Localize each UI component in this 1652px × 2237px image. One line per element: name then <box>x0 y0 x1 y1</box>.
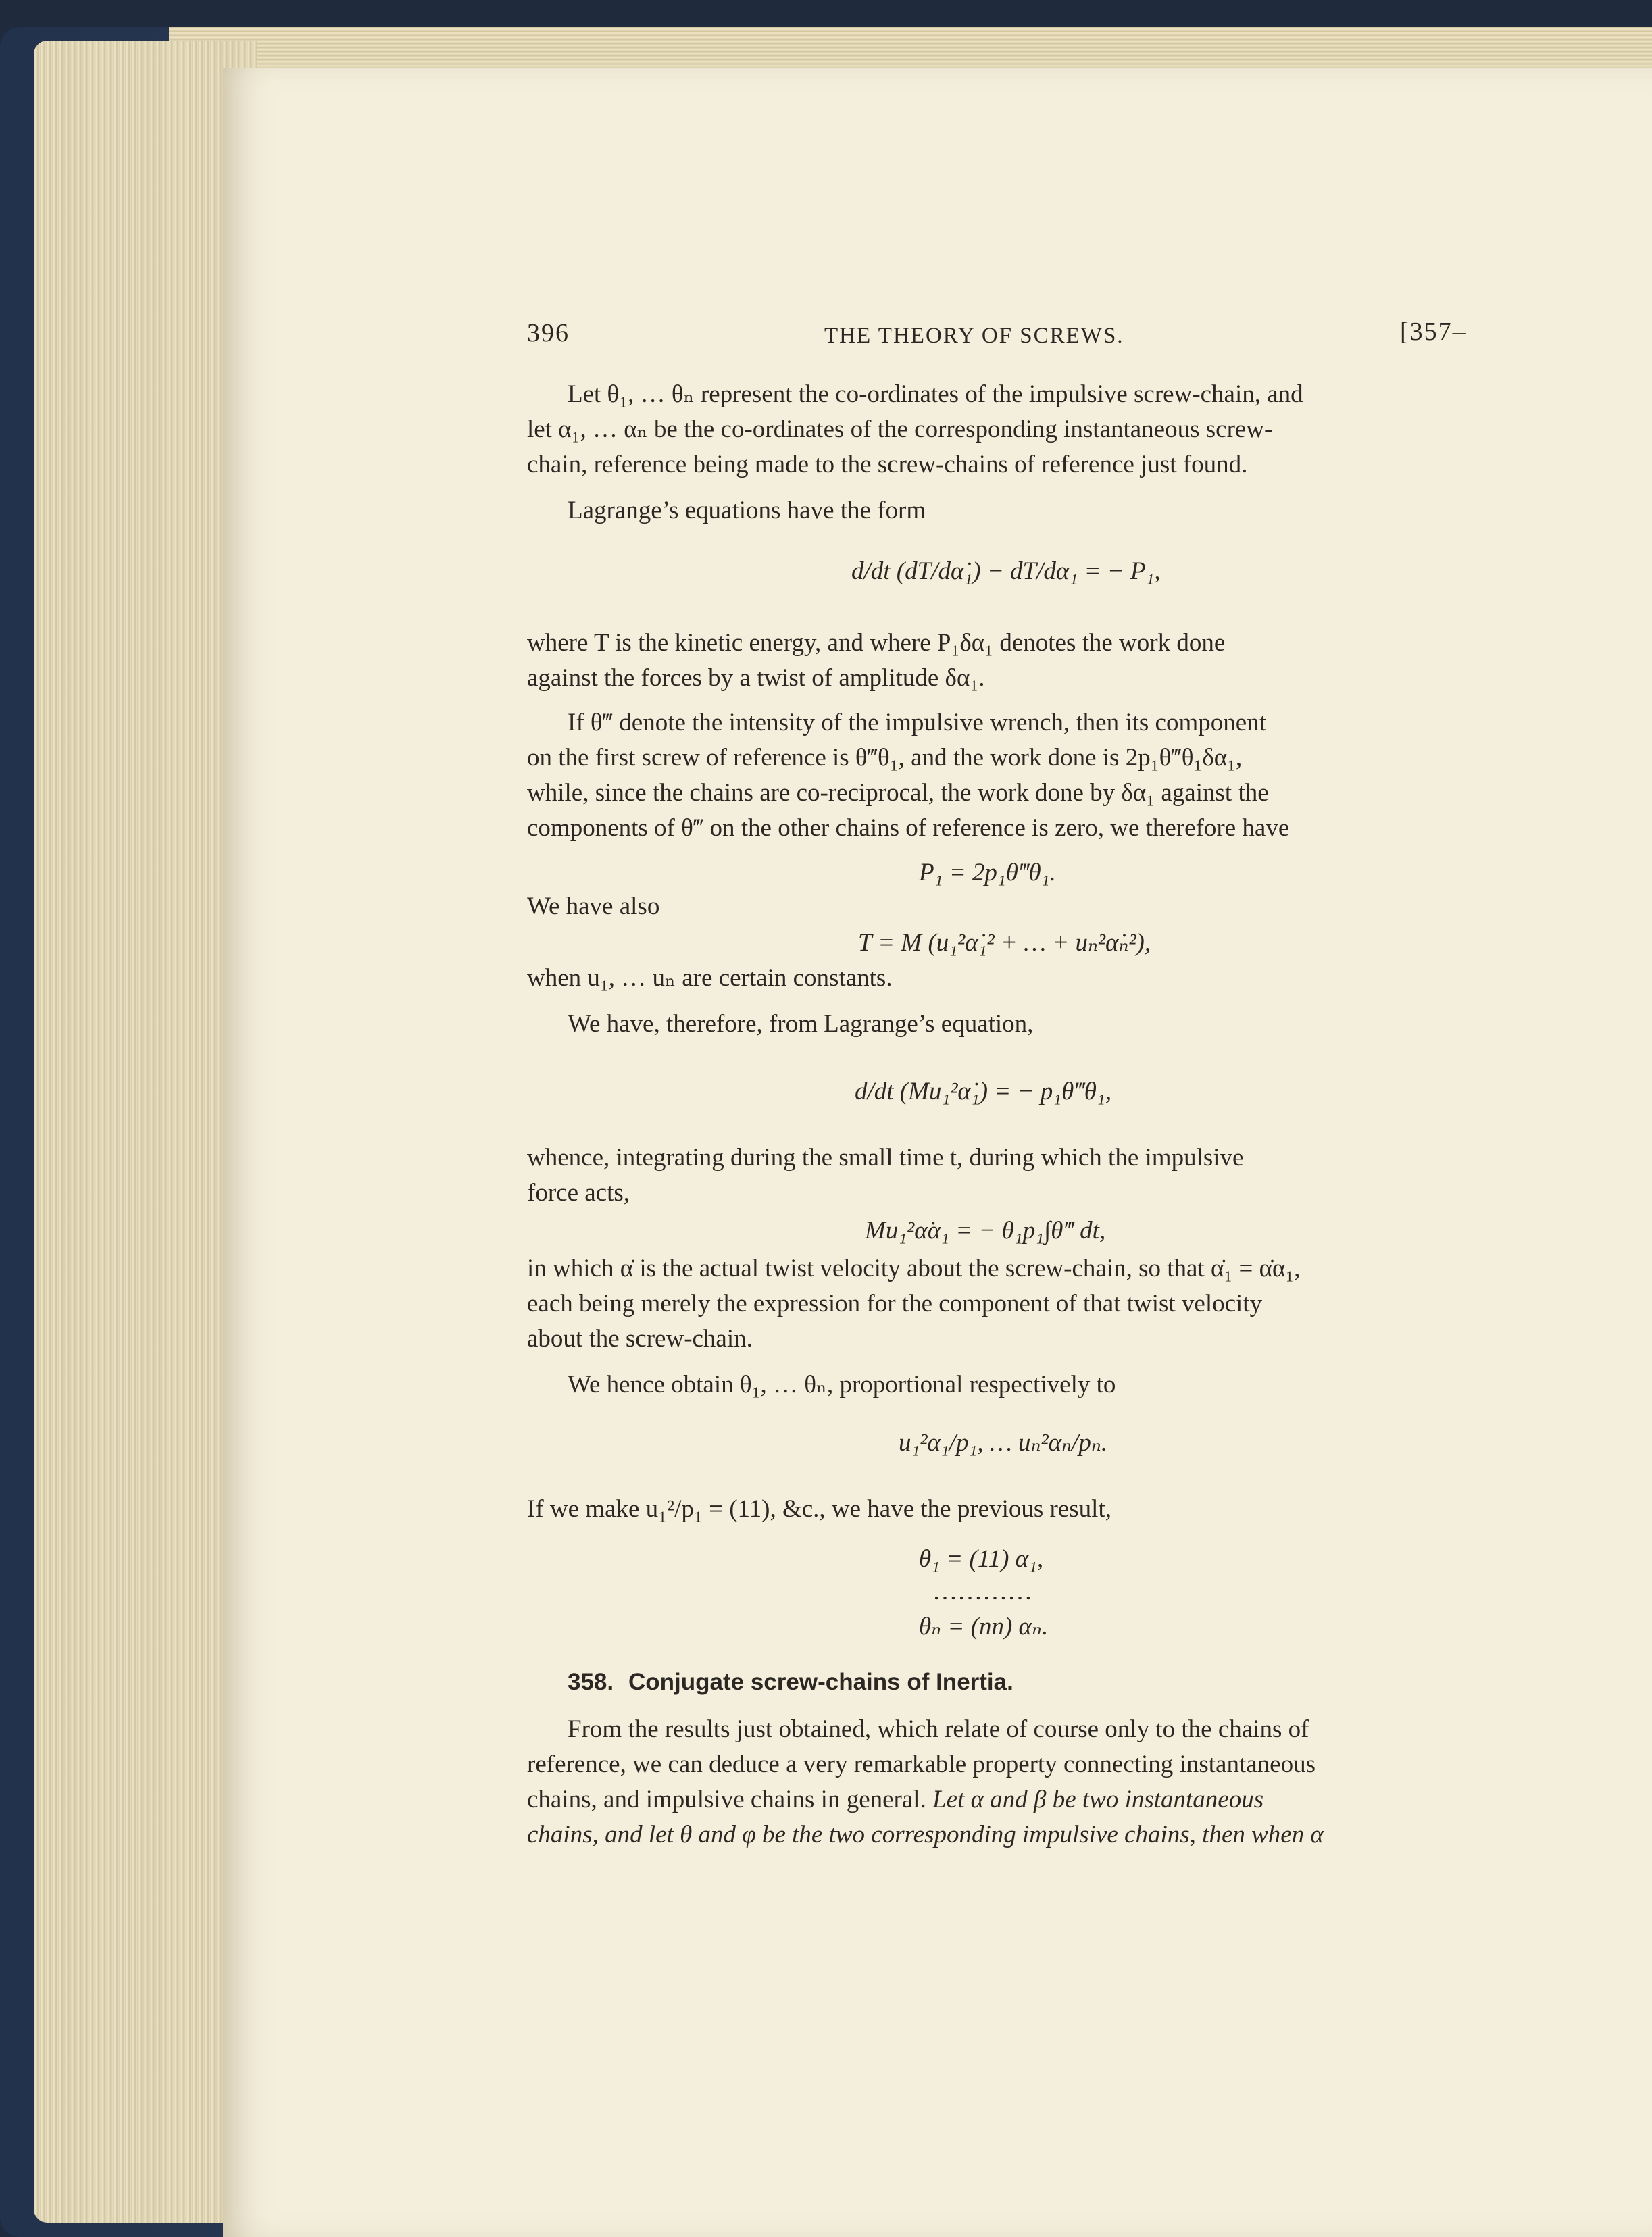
para-10: We hence obtain θ₁, … θₙ, proportional respectively to <box>568 1371 1116 1399</box>
para-11: If we make u₁²/p₁ = (11), &c., we have the previous result, <box>527 1495 1111 1523</box>
para-4-line-4: components of θ‴ on the other chains of reference is zero, we therefore have <box>527 814 1290 842</box>
para-6: when u₁, … uₙ are certain constants. <box>527 964 893 992</box>
section-line-3-italic: Let α and β be two instantaneous <box>932 1786 1264 1813</box>
para-1-line-1: Let θ₁, … θₙ represent the co-ordinates of the impulsive screw-chain, and <box>568 380 1303 408</box>
section-line-3 <box>527 1782 1263 1817</box>
para-4-line-3: while, since the chains are co-reciprocal, the work done by δα₁ against the <box>527 779 1269 807</box>
equation-result-1: θ₁ = (11) α₁, <box>919 1545 1044 1573</box>
section-number: 358. <box>568 1669 614 1695</box>
equation-proportions: u₁²α₁/p₁, … uₙ²αₙ/pₙ. <box>899 1429 1108 1457</box>
para-9-line-2: each being merely the expression for the component of that twist velocity <box>527 1290 1263 1317</box>
section-title: Conjugate screw-chains of Inertia. <box>628 1669 1013 1695</box>
section-line-4: chains, and let θ and φ be the two corresponding impulsive chains, then when α <box>527 1821 1324 1849</box>
para-2: Lagrange’s equations have the form <box>568 497 926 524</box>
equation-result-n: θₙ = (nn) αₙ. <box>919 1613 1049 1640</box>
section-ref: [357– <box>1400 318 1467 346</box>
section-line-3-roman: chains, and impulsive chains in general. <box>527 1786 926 1813</box>
equation-lagrange: d/dt (dT/dα̇₁) − dT/dα₁ = − P₁, <box>851 557 1161 585</box>
page-number: 396 <box>527 319 570 347</box>
para-1-line-3: chain, reference being made to the screw-chains of reference just found. <box>527 451 1248 478</box>
equation-lagrange-applied: d/dt (Mu₁²α̇₁) = − p₁θ‴θ₁, <box>855 1078 1112 1105</box>
equation-integrated: Mu₁²α̇α₁ = − θ₁p₁∫θ‴ dt, <box>865 1217 1106 1245</box>
para-9-line-3: about the screw-chain. <box>527 1325 753 1353</box>
para-8-line-1: whence, integrating during the small time t, during which the impulsive <box>527 1144 1244 1172</box>
para-4-line-2: on the first screw of reference is θ‴θ₁, and the work done is 2p₁θ‴θ₁δα₁, <box>527 744 1243 772</box>
book-page <box>223 68 1652 2237</box>
equation-p1: P₁ = 2p₁θ‴θ₁. <box>919 859 1056 886</box>
equation-kinetic-energy: T = M (u₁²α̇₁² + … + uₙ²α̇ₙ²), <box>858 929 1151 957</box>
para-1-line-2: let α₁, … αₙ be the co-ordinates of the corresponding instantaneous screw- <box>527 416 1273 443</box>
equation-result-dots: ………… <box>932 1578 1032 1605</box>
running-title: THE THEORY OF SCREWS. <box>824 324 1124 348</box>
para-8-line-2: force acts, <box>527 1179 630 1207</box>
para-3-line-1: where T is the kinetic energy, and where P₁δα₁ denotes the work done <box>527 629 1226 657</box>
para-4-line-1: If θ‴ denote the intensity of the impulsive wrench, then its component <box>568 709 1266 736</box>
para-5: We have also <box>527 893 660 920</box>
para-7: We have, therefore, from Lagrange’s equation, <box>568 1010 1034 1038</box>
section-line-2: reference, we can deduce a very remarkable property connecting instantaneous <box>527 1751 1316 1778</box>
para-3-line-2: against the forces by a twist of amplitude δα₁. <box>527 664 985 692</box>
para-9-line-1: in which α̇ is the actual twist velocity about the screw-chain, so that α̇₁ = α̇α₁, <box>527 1255 1301 1282</box>
section-line-1: From the results just obtained, which relate of course only to the chains of <box>568 1715 1309 1743</box>
